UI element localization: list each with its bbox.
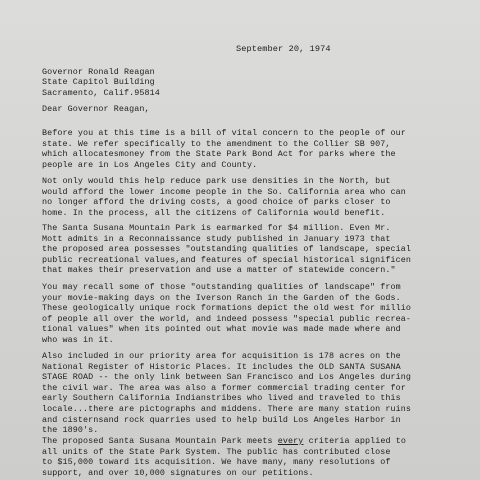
text-line: Before you at this time is a bill of vital concern to the people of our (42, 128, 406, 138)
text-line: public recreational values,and features of special historical significen (42, 254, 412, 265)
paragraph-santa-susana-earmark (42, 223, 478, 276)
text-line: Not only would this help reduce park use densities in the North, but (42, 176, 391, 186)
text-line: people are in Los Angeles City and County. (42, 159, 258, 170)
text-line: the proposed area possesses "outstanding qualities of landscape, special (42, 244, 412, 255)
letter-date: September 20, 1974 (236, 44, 331, 54)
text-line: who was in it. (42, 334, 114, 345)
paragraph-iverson-ranch (42, 282, 478, 346)
text-line: Also included in our priority area for acquisition is 178 acres on the (42, 351, 401, 361)
text-line: of people all over the world, and indeed possess "special public recrea- (42, 313, 412, 324)
address-line: Governor Ronald Reagan (42, 67, 155, 77)
text-line: and cisternsand rock quarries used to help build Los Angeles Harbor in (42, 414, 401, 425)
text-line: The Santa Susana Mountain Park is earmarked for $4 million. Even Mr. (42, 223, 391, 233)
text-line: would afford the lower income people in the So. California area who can (42, 186, 406, 197)
paragraph-park-densities (42, 176, 478, 218)
text-line: the 1890's. (42, 425, 99, 436)
paragraph-historic-places (42, 351, 478, 436)
address-line: State Capitol Building (42, 77, 155, 88)
text-line: Mott admits in a Reconnaissance study published in January 1973 that (42, 233, 391, 244)
paragraph-bill-concern (42, 128, 478, 170)
text-line: state. We refer specifically to the amendment to the Collier SB 907, (42, 138, 391, 149)
text-line: National Register of Historic Places. It includes the OLD SANTA SUSANA (42, 361, 401, 372)
paragraph-park-criteria (42, 436, 478, 478)
text-line: all units of the State Park System. The public has contributed close (42, 446, 391, 457)
text-line: support, and over 10,000 signatures on our petitions. (42, 467, 314, 478)
text-line: The proposed Santa Susana Mountain Park meets every criteria applied to (42, 436, 406, 446)
text-line: STAGE ROAD -- the only link between San Francisco and Los Angeles during (42, 372, 412, 383)
recipient-address (42, 67, 160, 98)
text-line: early Southern California Indianstribes who lived and traveled to this (42, 393, 401, 404)
text-line: the civil war. The area was also a former commercial trading center for (42, 382, 406, 393)
text-line: your movie-making days on the Iverson Ranch in the Garden of the Gods. (42, 292, 401, 303)
text-line: home. In the process, all the citizens of California would benefit. (42, 207, 386, 218)
text-line: tional values" when its pointed out what movie was made made where and (42, 324, 401, 335)
text-line: to $15,000 toward its acquisition. We have many, many resolutions of (42, 457, 391, 468)
text-line: You may recall some of those "outstanding qualities of landscape" from (42, 282, 401, 292)
salutation: Dear Governor Reagan, (42, 104, 150, 114)
text-line: which allocatesmoney from the State Park Bond Act for parks where the (42, 149, 396, 160)
underlined-word: every (277, 436, 304, 446)
text-line: that makes their preservation and use a matter of statewide concern." (42, 265, 396, 276)
address-line: Sacramento, Calif.95814 (42, 87, 160, 98)
text-line: locale...there are pictographs and middens. There are many station ruins (42, 403, 412, 414)
text-line: These geologically unique rock formations depict the old west for millio (42, 303, 412, 314)
text-line: no longer afford the driving costs, a good choice of parks closer to (42, 197, 391, 208)
